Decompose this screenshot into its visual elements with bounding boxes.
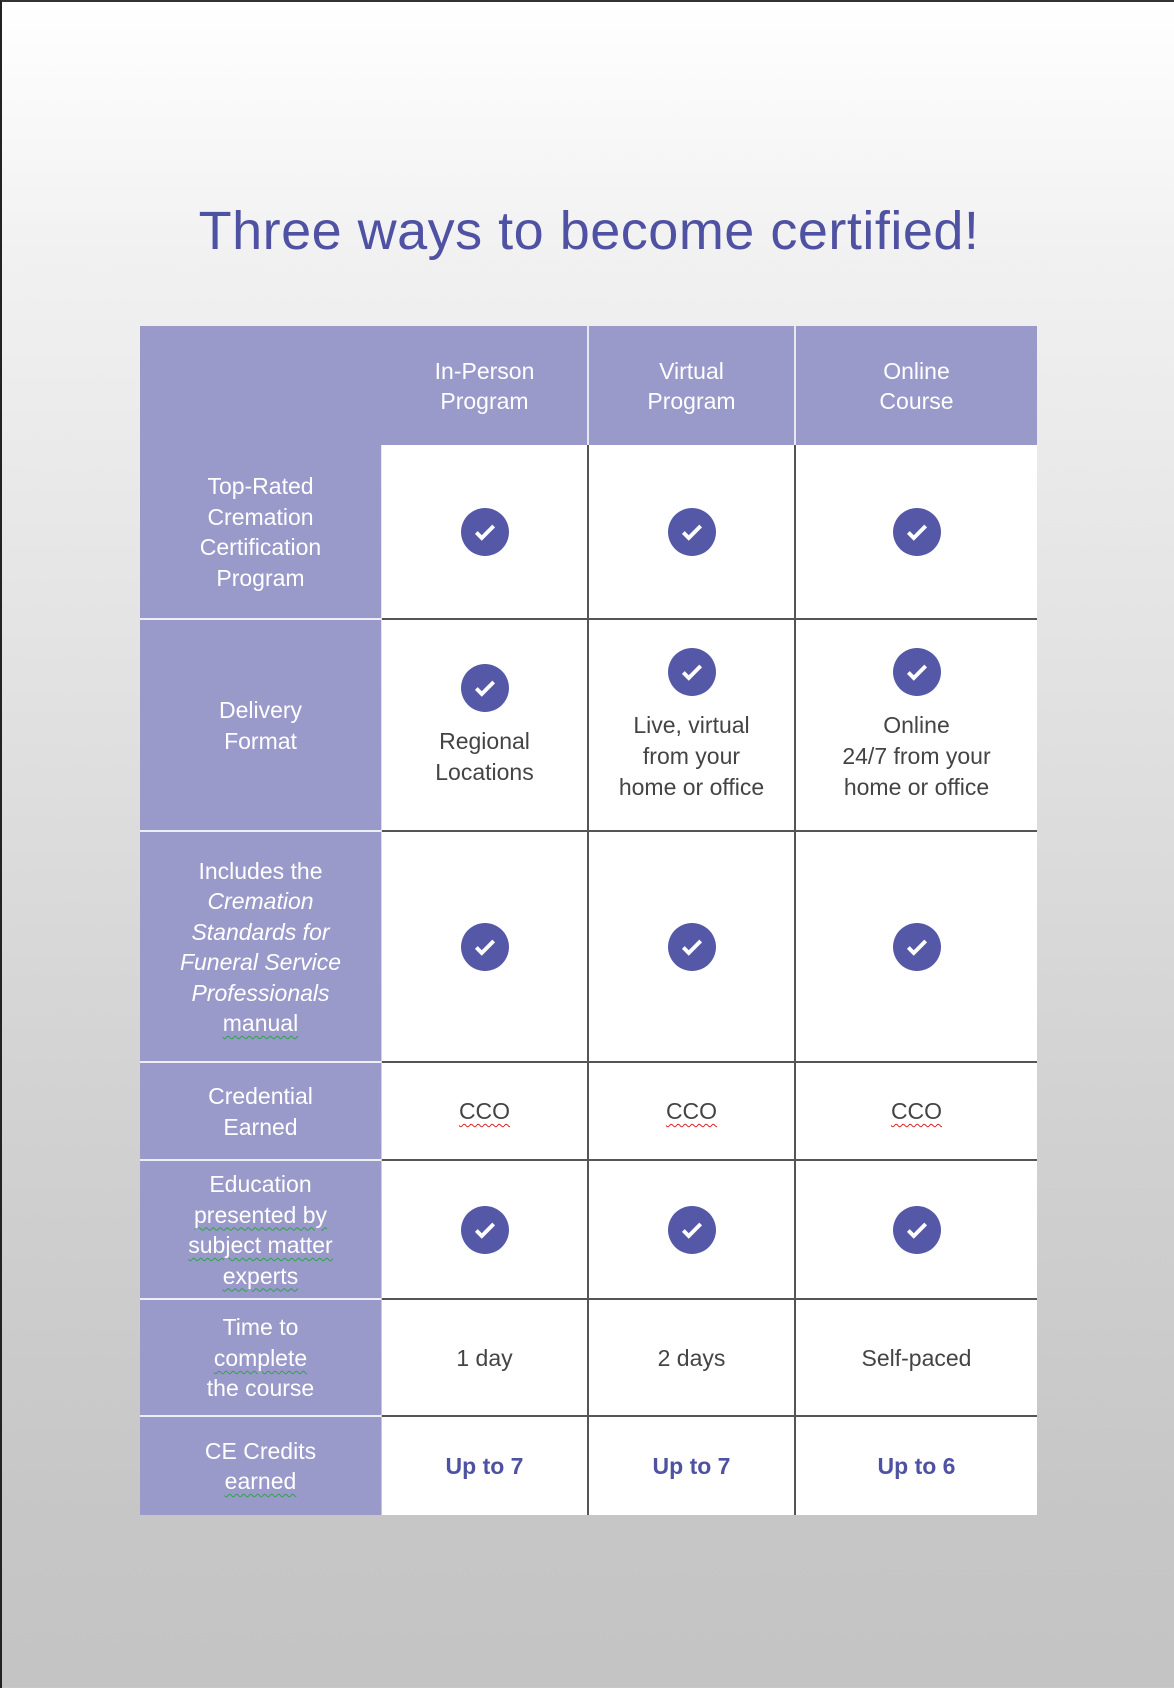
column-header-line: Virtual [659, 357, 724, 384]
cell-virtual-credential [589, 1063, 794, 1160]
cell-online-top-rated [796, 445, 1037, 619]
label-line: Standards for [191, 918, 330, 945]
cell-online-time [796, 1300, 1037, 1416]
cell-virtual-education [589, 1161, 794, 1299]
cell-in-person-delivery [382, 620, 587, 831]
row-label-education [140, 1161, 381, 1299]
label-line: presented by [194, 1201, 327, 1228]
row-label-ce-credits [140, 1417, 381, 1515]
row-divider [382, 1298, 1037, 1300]
row-divider [382, 1415, 1037, 1417]
label-line: Includes the [198, 857, 323, 884]
cell-in-person-education [382, 1161, 587, 1299]
column-header-line: Program [440, 387, 529, 414]
checkmark-icon [461, 664, 509, 712]
checkmark-icon [668, 1206, 716, 1254]
row-divider [382, 830, 1037, 832]
credential-text: CCO [665, 1098, 718, 1124]
column-header-line: Course [879, 387, 954, 414]
cell-text: Online [883, 712, 950, 738]
label-line: experts [222, 1262, 299, 1289]
column-divider [587, 445, 589, 1515]
cell-text: Locations [435, 758, 534, 785]
column-header-in-person [382, 326, 587, 445]
ce-credits-value: Up to 7 [652, 1452, 731, 1479]
row-divider [382, 1159, 1037, 1161]
row-label-delivery-format [140, 620, 381, 831]
cell-text: Regional [439, 727, 530, 754]
row-label-time [140, 1300, 381, 1416]
label-line: Funeral Service [179, 949, 342, 975]
cell-online-credential [796, 1063, 1037, 1160]
cell-online-manual [796, 832, 1037, 1062]
cell-text: from your [642, 743, 741, 769]
column-header-online [796, 326, 1037, 445]
column-header-line: Program [647, 387, 736, 414]
column-header-line: In-Person [434, 357, 535, 384]
label-line: Time to [222, 1314, 299, 1341]
checkmark-icon [893, 648, 941, 696]
row-label-top-rated [140, 445, 381, 619]
label-line: Education [209, 1171, 312, 1197]
checkmark-icon [461, 1206, 509, 1254]
label-line: complete [213, 1344, 308, 1371]
cell-text: 24/7 from your [842, 743, 991, 769]
column-header-virtual [589, 326, 794, 445]
cell-online-education [796, 1161, 1037, 1299]
column-divider [794, 445, 796, 1515]
row-divider [382, 618, 1037, 620]
label-line: Format [224, 727, 297, 754]
label-line: Delivery [218, 697, 303, 723]
checkmark-icon [668, 648, 716, 696]
cell-virtual-delivery [589, 620, 794, 831]
checkmark-icon [893, 923, 941, 971]
checkmark-icon [668, 508, 716, 556]
cell-in-person-manual [382, 832, 587, 1062]
row-divider [382, 1061, 1037, 1063]
credential-text: CCO [458, 1098, 511, 1124]
cell-text: Live, virtual [633, 712, 750, 738]
cell-online-delivery [796, 620, 1037, 831]
cell-virtual-ce-credits [589, 1417, 794, 1515]
cell-virtual-top-rated [589, 445, 794, 619]
label-line: earned [224, 1468, 297, 1494]
checkmark-icon [461, 508, 509, 556]
label-line: Top-Rated [207, 473, 314, 499]
label-line: Credential [208, 1083, 313, 1109]
checkmark-icon [893, 508, 941, 556]
cell-online-ce-credits [796, 1417, 1037, 1515]
label-line: CE Credits [204, 1437, 317, 1464]
cell-virtual-time [589, 1300, 794, 1416]
label-line: Professionals [191, 979, 330, 1006]
label-line: Cremation [207, 888, 314, 914]
checkmark-icon [461, 923, 509, 971]
cell-text: 2 days [657, 1344, 726, 1371]
cell-in-person-time [382, 1300, 587, 1416]
label-line: subject matter [188, 1232, 333, 1258]
label-line: Earned [223, 1113, 298, 1140]
cell-text: home or office [618, 774, 765, 800]
column-header-line: Online [883, 357, 950, 384]
label-line: Program [216, 564, 305, 591]
label-line: manual [222, 1010, 299, 1036]
checkmark-icon [893, 1206, 941, 1254]
label-line: Certification [199, 534, 322, 560]
cell-in-person-ce-credits [382, 1417, 587, 1515]
cell-text: 1 day [456, 1344, 513, 1371]
ce-credits-value: Up to 7 [445, 1452, 524, 1479]
row-label-credential [140, 1063, 381, 1160]
page-title: Three ways to become certified! [198, 201, 980, 261]
cell-in-person-credential [382, 1063, 587, 1160]
label-line: the course [206, 1375, 315, 1402]
cell-in-person-top-rated [382, 445, 587, 619]
row-label-includes-manual [140, 832, 381, 1062]
cell-virtual-manual [589, 832, 794, 1062]
credential-text: CCO [890, 1098, 943, 1124]
cell-text: home or office [843, 774, 990, 800]
ce-credits-value: Up to 6 [877, 1452, 956, 1479]
label-line: Cremation [207, 503, 314, 530]
cell-text: Self-paced [861, 1344, 972, 1371]
checkmark-icon [668, 923, 716, 971]
